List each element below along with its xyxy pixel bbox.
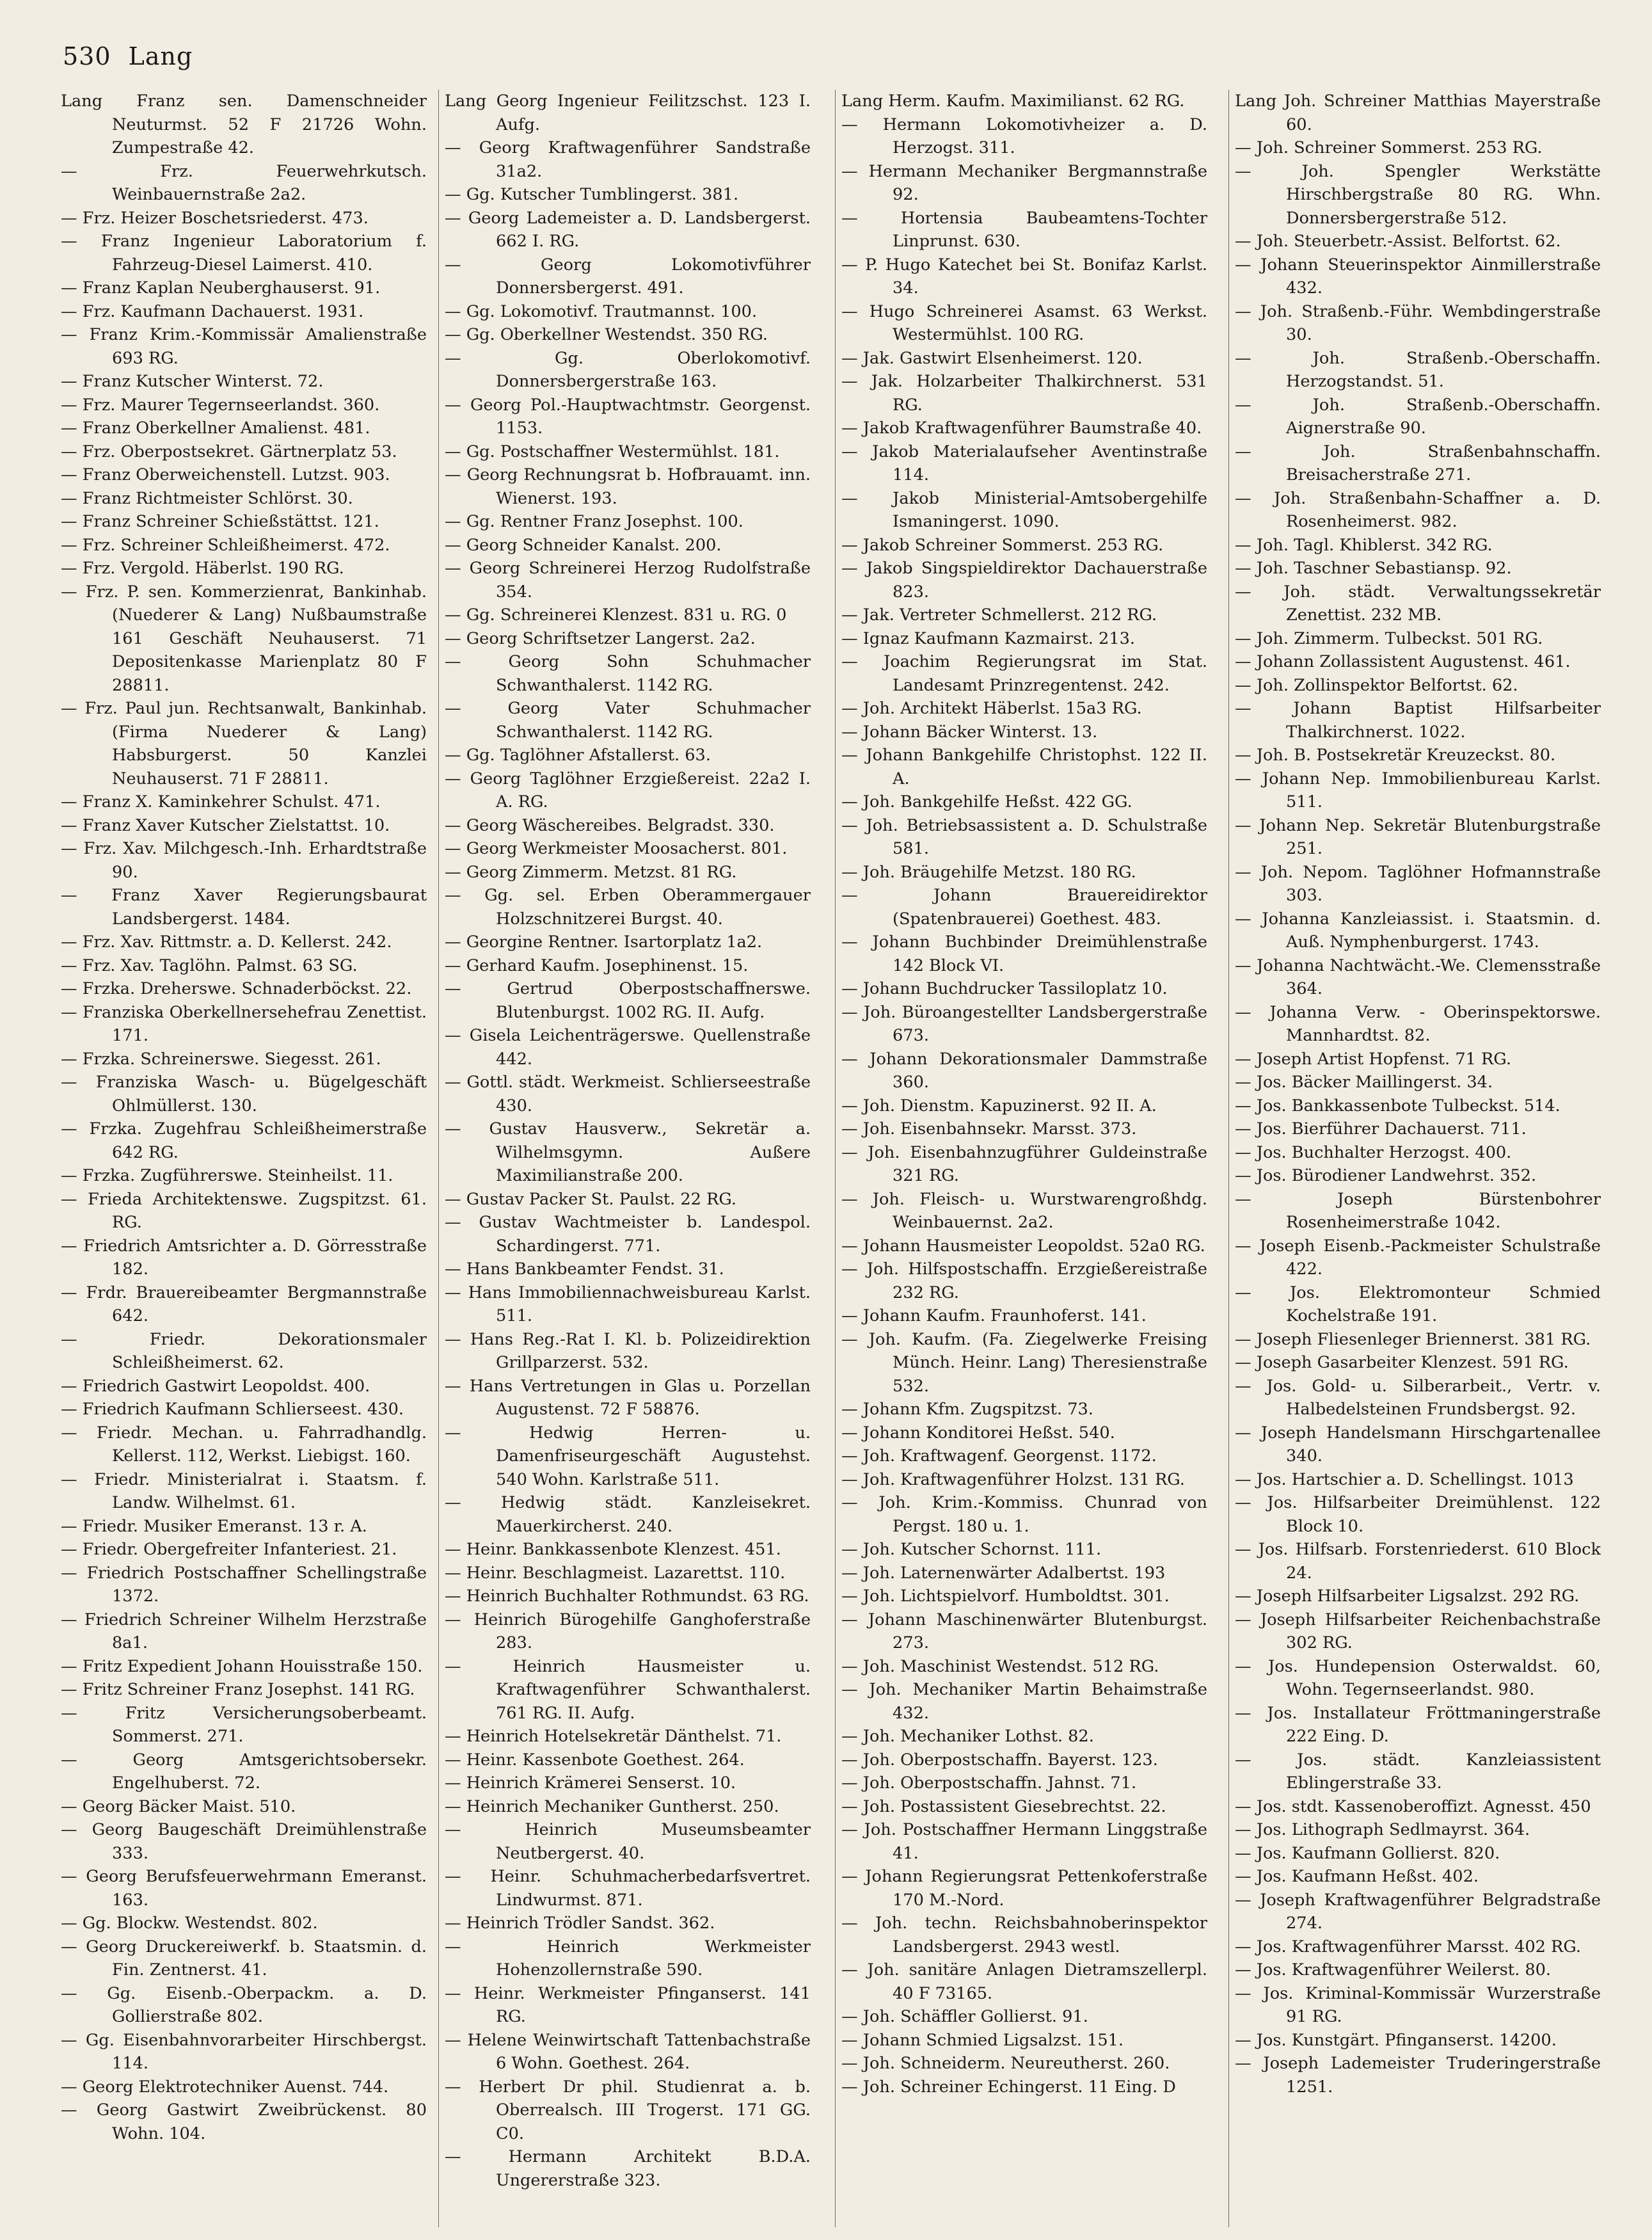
- directory-entry: — Friedr. Mechan. u. Fahrradhandlg. Kellerst. 112, Werkst. Liebigst. 160.: [61, 1423, 427, 1466]
- directory-entry: — Johann Nep. Sekretär Blutenburgstraße 251.: [1235, 815, 1601, 858]
- directory-entry: — Joh. Kraftwagenf. Georgenst. 1172.: [841, 1446, 1157, 1466]
- directory-entry: — Fritz Versicherungsoberbeamt. Sommerst. 271.: [61, 1703, 427, 1746]
- directory-entry: — Franz Kutscher Winterst. 72.: [61, 372, 324, 391]
- directory-entry: — Joh. Schreiner Echingerst. 11 Eing. D: [841, 2077, 1176, 2097]
- page-header: [63, 42, 193, 70]
- directory-entry: — Joseph Kraftwagenführer Belgradstraße 274.: [1235, 1890, 1601, 1933]
- directory-entry: — Georg Bäcker Maist. 510.: [61, 1796, 296, 1816]
- directory-entry: — Heinrich Trödler Sandst. 362.: [445, 1914, 715, 1933]
- running-title: Lang: [128, 42, 193, 70]
- page-number: 530: [63, 42, 111, 70]
- directory-entry: — Hermann Lokomotivheizer a. D. Herzogst. 311.: [841, 115, 1207, 157]
- directory-entry: — Georg Sohn Schuhmacher Schwanthalerst. 1142 RG.: [445, 652, 811, 695]
- directory-entry: — Frz. Kaufmann Dachauerst. 1931.: [61, 301, 364, 321]
- directory-entry: — Frz. Xav. Milchgesch.-Inh. Erhardtstraße 90.: [61, 839, 427, 882]
- directory-entry: — Joh. Architekt Häberlst. 15a3 RG.: [841, 699, 1142, 718]
- directory-entry: — Jos. Kaufmann Heßst. 402.: [1235, 1867, 1479, 1886]
- directory-entry: — Gg. Blockw. Westendst. 802.: [61, 1914, 318, 1933]
- directory-entry: — Frzka. Dreherswe. Schnaderböckst. 22.: [61, 979, 412, 998]
- directory-entry: — Joh. sanitäre Anlagen Dietramszellerpl. 40 F 73165.: [841, 1960, 1207, 2003]
- directory-entry: — Gisela Leichenträgerswe. Quellenstraße 442.: [445, 1026, 811, 1069]
- directory-entry: — Frz. Feuerwehrkutsch. Weinbauernstraße 2a2.: [61, 161, 427, 204]
- directory-entry: — Jos. stdt. Kassenoberoffizt. Agnesst. 450: [1235, 1796, 1591, 1816]
- directory-entry: — Hans Reg.-Rat I. Kl. b. Polizeidirektion Grillparzerst. 532.: [445, 1329, 811, 1372]
- directory-entry: — Johann Schmied Ligsalzst. 151.: [841, 2030, 1124, 2050]
- directory-entry: — Joh. Spengler Werkstätte Hirschbergstraße 80 RG. Whn. Donnersbergerstraße 512.: [1235, 161, 1601, 228]
- directory-entry: — Georg Pol.-Hauptwachtmstr. Georgenst. 1153.: [445, 395, 811, 438]
- directory-entry: — Frz. Paul jun. Rechtsanwalt, Bankinhab. (Firma Nuederer & Lang) Habsburgerst. 50 Kanzlei Neuhauserst. 71 F 28811.: [61, 699, 427, 788]
- directory-entry: — Johann Kfm. Zugspitzst. 73.: [841, 1400, 1093, 1419]
- directory-entry: — Franz X. Kaminkehrer Schulst. 471.: [61, 792, 381, 812]
- directory-entry: — Heinrich Hotelsekretär Dänthelst. 71.: [445, 1727, 782, 1746]
- directory-entry: — Franz Ingenieur Laboratorium f. Fahrzeug-Diesel Laimerst. 410.: [61, 232, 427, 275]
- directory-entry: — Fritz Schreiner Franz Josephst. 141 RG.: [61, 1680, 415, 1699]
- directory-entry: — Georg Amtsgerichtsobersekr. Engelhuberst. 72.: [61, 1750, 427, 1793]
- directory-entry: — Joh. Krim.-Kommiss. Chunrad von Pergst. 180 u. 1.: [841, 1493, 1207, 1536]
- directory-column-1: [61, 90, 427, 2227]
- directory-entry: — Joh. Mechaniker Martin Behaimstraße 432.: [841, 1680, 1207, 1723]
- directory-entry: — Jos. Kraftwagenführer Marsst. 402 RG.: [1235, 1937, 1581, 1956]
- directory-entry: — Joh. Taschner Sebastiansp. 92.: [1235, 559, 1512, 578]
- directory-entry: — Joh. Schneiderm. Neureutherst. 260.: [841, 2054, 1170, 2073]
- directory-entry: — Georg Berufsfeuerwehrmann Emeranst. 163.: [61, 1867, 427, 1910]
- directory-entry: — Hans Bankbeamter Fendst. 31.: [445, 1260, 724, 1279]
- directory-entry: — Joh. Eisenbahnsekr. Marsst. 373.: [841, 1119, 1137, 1139]
- directory-entry: — Heinrich Krämerei Senserst. 10.: [445, 1773, 736, 1793]
- directory-entry: — Joseph Gasarbeiter Klenzest. 591 RG.: [1235, 1353, 1569, 1372]
- directory-entry: — Georg Vater Schuhmacher Schwanthalerst. 1142 RG.: [445, 699, 811, 742]
- directory-entry: — Joh. techn. Reichsbahnoberinspektor Landsbergerst. 2943 westl.: [841, 1914, 1207, 1956]
- directory-entry: — Johann Dekorationsmaler Dammstraße 360.: [841, 1049, 1207, 1092]
- directory-entry: — Hans Vertretungen in Glas u. Porzellan Augustenst. 72 F 58876.: [445, 1376, 811, 1419]
- directory-entry: — Joh. Oberpostschaffn. Bayerst. 123.: [841, 1750, 1158, 1770]
- directory-entry: — Joh. B. Postsekretär Kreuzeckst. 80.: [1235, 746, 1556, 765]
- directory-entry: — Heinr. Schuhmacherbedarfsvertret. Lindwurmst. 871.: [445, 1867, 811, 1910]
- directory-entry: — Joh. Zimmerm. Tulbeckst. 501 RG.: [1235, 628, 1543, 648]
- directory-entry: — Joh. Tagl. Khiblerst. 342 RG.: [1235, 535, 1493, 555]
- directory-entry: — Jakob Singspieldirektor Dachauerstraße 823.: [841, 559, 1207, 602]
- directory-entry: — Gustav Hausverw., Sekretär a. Wilhelmsgymn. Außere Maximilianstraße 200.: [445, 1119, 811, 1185]
- directory-entry: — Jos. Installateur Fröttmaningerstraße 222 Eing. D.: [1235, 1703, 1601, 1746]
- directory-entry: — Jos. Hundepension Osterwaldst. 60, Wohn. Tegernseerlandst. 980.: [1235, 1656, 1601, 1699]
- directory-entry: — Joh. Lichtspielvorf. Humboldtst. 301.: [841, 1587, 1170, 1606]
- directory-entry: — Johann Bäcker Winterst. 13.: [841, 722, 1098, 742]
- directory-entry: — Frz. Maurer Tegernseerlandst. 360.: [61, 395, 380, 415]
- directory-entry: — Joh. Zollinspektor Belfortst. 62.: [1235, 675, 1518, 695]
- directory-entry: — Johann Zollassistent Augustenst. 461.: [1235, 652, 1571, 671]
- directory-entry: — Joh. Straßenb.-Oberschaffn. Aignerstraße 90.: [1235, 395, 1601, 438]
- directory-entry: — Herbert Dr phil. Studienrat a. b. Oberrealsch. III Trogerst. 171 GG. C0.: [445, 2077, 811, 2143]
- directory-entry: — Joh. Betriebsassistent a. D. Schulstraße 581.: [841, 815, 1207, 858]
- directory-entry: — Jos. Bürodiener Landwehrst. 352.: [1235, 1166, 1537, 1185]
- directory-entry: — Jak. Gastwirt Elsenheimerst. 120.: [841, 348, 1143, 368]
- directory-entry: — Franz Krim.-Kommissär Amalienstraße 693 RG.: [61, 325, 427, 368]
- directory-column-4: [1235, 90, 1601, 2227]
- directory-entry: — Joachim Regierungsrat im Stat. Landesamt Prinzregentenst. 242.: [841, 652, 1207, 695]
- directory-entry: — Gerhard Kaufm. Josephinenst. 15.: [445, 956, 749, 975]
- directory-entry: — Frzka. Zugehfrau Schleißheimerstraße 642 RG.: [61, 1119, 427, 1162]
- directory-entry: — Joh. Steuerbetr.-Assist. Belfortst. 62.: [1235, 232, 1561, 251]
- directory-entry: — Gustav Wachtmeister b. Landespol. Schardingerst. 771.: [445, 1213, 811, 1256]
- directory-entry: — Hedwig Herren- u. Damenfriseurgeschäft Augustehst. 540 Wohn. Karlstraße 511.: [445, 1423, 811, 1489]
- directory-entry: — Georg Zimmerm. Metzst. 81 RG.: [445, 862, 737, 882]
- directory-columns: [61, 90, 1609, 2227]
- directory-entry: — Georg Wäschereibes. Belgradst. 330.: [445, 815, 775, 835]
- directory-entry: — Gg. Oberlokomotivf. Donnersbergerstraße 163.: [445, 348, 811, 391]
- directory-entry: Lang Franz sen. Damenschneider Neuturmst. 52 F 21726 Wohn. Zumpestraße 42.: [61, 92, 427, 157]
- directory-entry: — Georg Elektrotechniker Auenst. 744.: [61, 2077, 389, 2097]
- directory-entry: — Gg. Postschaffner Westermühlst. 181.: [445, 442, 780, 461]
- directory-entry: — Joh. städt. Verwaltungssekretär Zenettist. 232 MB.: [1235, 582, 1601, 625]
- directory-entry: — Johann Baptist Hilfsarbeiter Thalkirchnerst. 1022.: [1235, 699, 1601, 742]
- directory-entry: — Georgine Rentner. Isartorplatz 1a2.: [445, 932, 763, 952]
- directory-entry: — Gg. Eisenbahnvorarbeiter Hirschbergst. 114.: [61, 2030, 427, 2073]
- directory-entry: — Joh. Mechaniker Lothst. 82.: [841, 1727, 1094, 1746]
- directory-entry: — Jos. Kriminal-Kommissär Wurzerstraße 91 RG.: [1235, 1983, 1601, 2026]
- directory-entry: — Jak. Holzarbeiter Thalkirchnerst. 531 RG.: [841, 372, 1207, 415]
- directory-entry: — Joh. Straßenb.-Oberschaffn. Herzogstandst. 51.: [1235, 348, 1601, 391]
- directory-entry: — Jos. Bierführer Dachauerst. 711.: [1235, 1119, 1527, 1139]
- directory-entry: — Gg. Rentner Franz Josephst. 100.: [445, 512, 743, 531]
- directory-entry: — Frz. Oberpostsekret. Gärtnerplatz 53.: [61, 442, 397, 461]
- directory-entry: — Gustav Packer St. Paulst. 22 RG.: [445, 1189, 737, 1209]
- directory-entry: — Jakob Ministerial-Amtsobergehilfe Ismaningerst. 1090.: [841, 488, 1207, 531]
- directory-column-2: [445, 90, 811, 2227]
- directory-entry: — Frdr. Brauereibeamter Bergmannstraße 642.: [61, 1283, 427, 1325]
- directory-entry: — Joseph Artist Hopfenst. 71 RG.: [1235, 1049, 1511, 1069]
- directory-entry: — Joseph Eisenb.-Packmeister Schulstraße 422.: [1235, 1236, 1601, 1279]
- directory-entry: — Friedrich Postschaffner Schellingstraße 1372.: [61, 1563, 427, 1606]
- directory-entry: — Johanna Verw. - Oberinspektorswe. Mannhardtst. 82.: [1235, 1002, 1601, 1045]
- directory-entry: — Joseph Handelsmann Hirschgartenallee 340.: [1235, 1423, 1601, 1466]
- directory-entry: — Frz. Schreiner Schleißheimerst. 472.: [61, 535, 390, 555]
- directory-entry: — Franz Schreiner Schießstättst. 121.: [61, 512, 379, 531]
- directory-entry: — Helene Weinwirtschaft Tattenbachstraße 6 Wohn. Goethest. 264.: [445, 2030, 811, 2073]
- directory-entry: — Heinrich Buchhalter Rothmundst. 63 RG.: [445, 1587, 809, 1606]
- directory-entry: — Frz. P. sen. Kommerzienrat, Bankinhab. (Nuederer & Lang) Nußbaumstraße 161 Geschäft Neuhauserst. 71 Depositenkasse Marienplatz 80 F 28811.: [61, 582, 427, 695]
- directory-entry: — Joh. Bankgehilfe Heßst. 422 GG.: [841, 792, 1132, 812]
- directory-entry: — Friedr. Dekorationsmaler Schleißheimerst. 62.: [61, 1329, 427, 1372]
- directory-entry: — Frz. Xav. Taglöhn. Palmst. 63 SG.: [61, 956, 358, 975]
- directory-entry: — Joh. Kaufm. (Fa. Ziegelwerke Freising Münch. Heinr. Lang) Theresienstraße 532.: [841, 1329, 1207, 1396]
- directory-entry: — Jakob Schreiner Sommerst. 253 RG.: [841, 535, 1164, 555]
- directory-entry: — Jakob Materialaufseher Aventinstraße 114.: [841, 442, 1207, 484]
- directory-entry: — Joseph Hilfsarbeiter Ligsalzst. 292 RG.: [1235, 1587, 1580, 1606]
- directory-entry: — Hermann Architekt B.D.A. Ungererstraße 323.: [445, 2147, 811, 2190]
- directory-entry: — Johann Konditorei Heßst. 540.: [841, 1423, 1115, 1443]
- directory-entry: — Jos. städt. Kanzleiassistent Eblingerstraße 33.: [1235, 1750, 1601, 1793]
- directory-entry: — Hedwig städt. Kanzleisekret. Mauerkircherst. 240.: [445, 1493, 811, 1536]
- directory-entry: — Franz Xaver Kutscher Zielstattst. 10.: [61, 815, 390, 835]
- directory-entry: — Jos. Bäcker Maillingerst. 34.: [1235, 1073, 1493, 1092]
- directory-entry: — Joseph Hilfsarbeiter Reichenbachstraße 302 RG.: [1235, 1610, 1601, 1652]
- directory-entry: — Joh. Straßenb.-Führ. Wembdingerstraße 30.: [1235, 301, 1601, 344]
- directory-entry: — Jos. Hilfsarb. Forstenriederst. 610 Block 24.: [1235, 1540, 1601, 1583]
- directory-entry: — Joh. Kraftwagenführer Holzst. 131 RG.: [841, 1469, 1185, 1489]
- directory-entry: Lang Joh. Schreiner Matthias Mayerstraße 60.: [1235, 92, 1601, 134]
- directory-entry: — Joh. Eisenbahnzugführer Guldeinstraße 321 RG.: [841, 1142, 1207, 1185]
- directory-entry: — Hans Immobiliennachweisbureau Karlst. 511.: [445, 1283, 811, 1325]
- directory-entry: — Jos. Kunstgärt. Pfinganserst. 14200.: [1235, 2030, 1557, 2050]
- directory-entry: — Joh. Maschinist Westendst. 512 RG.: [841, 1656, 1159, 1676]
- directory-entry: — Georg Lokomotivführer Donnersbergerst. 491.: [445, 255, 811, 298]
- directory-entry: — Friedrich Amtsrichter a. D. Görresstraße 182.: [61, 1236, 427, 1279]
- directory-entry: — Heinrich Mechaniker Guntherst. 250.: [445, 1796, 779, 1816]
- directory-entry: — Johanna Kanzleiassist. i. Staatsmin. d. Auß. Nymphenburgerst. 1743.: [1235, 909, 1601, 952]
- directory-entry: — Johann Steuerinspektor Ainmillerstraße 432.: [1235, 255, 1601, 298]
- directory-entry: — Georg Schreinerei Herzog Rudolfstraße 354.: [445, 559, 811, 602]
- directory-entry: — Friedrich Gastwirt Leopoldst. 400.: [61, 1376, 370, 1396]
- directory-entry: — Heinr. Beschlagmeist. Lazarettst. 110.: [445, 1563, 786, 1583]
- directory-entry: — Heinrich Hausmeister u. Kraftwagenführer Schwanthalerst. 761 RG. II. Aufg.: [445, 1656, 811, 1723]
- directory-entry: — Frz. Heizer Boschetsriederst. 473.: [61, 208, 369, 228]
- directory-entry: — Georg Druckereiwerkf. b. Staatsmin. d. Fin. Zentnerst. 41.: [61, 1937, 427, 1980]
- directory-entry: — Gg. sel. Erben Oberammergauer Holzschnitzerei Burgst. 40.: [445, 886, 811, 929]
- directory-column-3: [841, 90, 1207, 2227]
- directory-entry: — Joh. Straßenbahn-Schaffner a. D. Rosenheimerst. 982.: [1235, 488, 1601, 531]
- directory-entry: — Franz Richtmeister Schlörst. 30.: [61, 488, 353, 508]
- directory-entry: — Johann Buchdrucker Tassiloplatz 10.: [841, 979, 1168, 998]
- directory-entry: — Franz Kaplan Neuberghauserst. 91.: [61, 278, 381, 298]
- directory-entry: — Joh. Laternenwärter Adalbertst. 193: [841, 1563, 1166, 1583]
- directory-entry: — Gottl. städt. Werkmeist. Schlierseestraße 430.: [445, 1073, 811, 1116]
- directory-entry: — Georg Taglöhner Erzgießereist. 22a2 I. A. RG.: [445, 769, 811, 812]
- directory-entry: — Georg Schriftsetzer Langerst. 2a2.: [445, 628, 756, 648]
- directory-entry: — Heinrich Bürogehilfe Ganghoferstraße 283.: [445, 1610, 811, 1652]
- directory-entry: — Johanna Nachtwächt.-We. Clemensstraße 364.: [1235, 956, 1601, 998]
- directory-entry: — Jos. Bankkassenbote Tulbeckst. 514.: [1235, 1096, 1561, 1116]
- directory-entry: — Joh. Dienstm. Kapuzinerst. 92 II. A.: [841, 1096, 1157, 1116]
- directory-entry: — Friedrich Schreiner Wilhelm Herzstraße 8a1.: [61, 1610, 427, 1652]
- directory-entry: Lang Georg Ingenieur Feilitzschst. 123 I. Aufg.: [445, 92, 811, 134]
- directory-entry: — Johann Kaufm. Fraunhoferst. 141.: [841, 1306, 1147, 1325]
- directory-entry: — Georg Schneider Kanalst. 200.: [445, 535, 722, 555]
- directory-entry: — Johann Nep. Immobilienbureau Karlst. 511.: [1235, 769, 1601, 812]
- directory-entry: — Gg. Eisenb.-Oberpackm. a. D. Gollierstraße 802.: [61, 1983, 427, 2026]
- directory-entry: — Gg. Schreinerei Klenzest. 831 u. RG. 0: [445, 605, 787, 625]
- directory-entry: — Friedrich Kaufmann Schlierseest. 430.: [61, 1400, 404, 1419]
- directory-entry: — Georg Werkmeister Moosacherst. 801.: [445, 839, 788, 858]
- directory-entry: — Franz Oberweichenstell. Lutzst. 903.: [61, 465, 390, 484]
- directory-entry: — Jak. Vertreter Schmellerst. 212 RG.: [841, 605, 1157, 625]
- directory-entry: — Johann Hausmeister Leopoldst. 52a0 RG.: [841, 1236, 1205, 1256]
- directory-entry: — Jos. Gold- u. Silberarbeit., Vertr. v. Halbedelsteinen Frundsbergst. 92.: [1235, 1376, 1601, 1419]
- directory-entry: — Jos. Hilfsarbeiter Dreimühlenst. 122 Block 10.: [1235, 1493, 1601, 1536]
- directory-entry: — Gertrud Oberpostschaffnerswe. Blutenburgst. 1002 RG. II. Aufg.: [445, 979, 811, 1022]
- directory-entry: — Hugo Schreinerei Asamst. 63 Werkst. Westermühlst. 100 RG.: [841, 301, 1207, 344]
- directory-entry: — Jakob Kraftwagenführer Baumstraße 40.: [841, 419, 1202, 438]
- directory-entry: — Heinr. Bankkassenbote Klenzest. 451.: [445, 1540, 781, 1559]
- directory-entry: — Joseph Bürstenbohrer Rosenheimerstraße 1042.: [1235, 1189, 1601, 1232]
- directory-entry: — Joh. Hilfspostschaffn. Erzgießereistraße 232 RG.: [841, 1260, 1207, 1302]
- directory-entry: — Joseph Lademeister Truderingerstraße 1251.: [1235, 2054, 1601, 2097]
- directory-entry: — Jos. Kraftwagenführer Weilerst. 80.: [1235, 1960, 1552, 1980]
- directory-entry: — Gg. Taglöhner Afstallerst. 63.: [445, 746, 711, 765]
- directory-entry: — Georg Gastwirt Zweibrückenst. 80 Wohn. 104.: [61, 2100, 427, 2143]
- directory-entry: — Georg Kraftwagenführer Sandstraße 31a2.: [445, 138, 811, 181]
- directory-entry: — Johann Maschinenwärter Blutenburgst. 273.: [841, 1610, 1207, 1652]
- directory-entry: — Joh. Kutscher Schornst. 111.: [841, 1540, 1102, 1559]
- directory-entry: — Frz. Vergold. Häberlst. 190 RG.: [61, 559, 344, 578]
- directory-entry: — P. Hugo Katechet bei St. Bonifaz Karlst. 34.: [841, 255, 1207, 298]
- directory-entry: — Joh. Schreiner Sommerst. 253 RG.: [1235, 138, 1543, 157]
- directory-entry: — Gg. Kutscher Tumblingerst. 381.: [445, 185, 739, 204]
- directory-entry: — Heinr. Kassenbote Goethest. 264.: [445, 1750, 745, 1770]
- directory-entry: — Frzka. Zugführerswe. Steinheilst. 11.: [61, 1166, 393, 1185]
- directory-entry: — Jos. Hartschier a. D. Schellingst. 1013: [1235, 1469, 1574, 1489]
- directory-entry: — Johann Brauereidirektor (Spatenbrauerei) Goethest. 483.: [841, 886, 1207, 929]
- directory-entry: — Georg Rechnungsrat b. Hofbrauamt. inn. Wienerst. 193.: [445, 465, 811, 508]
- directory-entry: — Joh. Bräugehilfe Metzst. 180 RG.: [841, 862, 1136, 882]
- directory-entry: — Franziska Wasch- u. Bügelgeschäft Ohlmüllerst. 130.: [61, 1073, 427, 1116]
- directory-entry: — Heinrich Werkmeister Hohenzollernstraße 590.: [445, 1937, 811, 1980]
- directory-entry: — Franz Oberkellner Amalienst. 481.: [61, 419, 370, 438]
- directory-entry: — Friedr. Musiker Emeranst. 13 r. A.: [61, 1516, 367, 1536]
- directory-entry: — Joh. Postschaffner Hermann Linggstraße 41.: [841, 1820, 1207, 1863]
- directory-entry: — Franz Xaver Regierungsbaurat Landsbergerst. 1484.: [61, 886, 427, 929]
- directory-entry: — Joh. Büroangestellter Landsbergerstraße 673.: [841, 1002, 1207, 1045]
- directory-entry: — Friedr. Obergefreiter Infanteriest. 21.: [61, 1540, 397, 1559]
- directory-entry: — Frz. Xav. Rittmstr. a. D. Kellerst. 242.: [61, 932, 392, 952]
- directory-entry: — Frzka. Schreinerswe. Siegesst. 261.: [61, 1049, 381, 1069]
- directory-entry: — Jos. Lithograph Sedlmayrst. 364.: [1235, 1820, 1530, 1839]
- directory-entry: — Jos. Elektromonteur Schmied Kochelstraße 191.: [1235, 1283, 1601, 1325]
- directory-entry: — Fritz Expedient Johann Houisstraße 150.: [61, 1656, 423, 1676]
- directory-entry: — Jos. Buchhalter Herzogst. 400.: [1235, 1142, 1512, 1162]
- directory-entry: — Gg. Lokomotivf. Trautmannst. 100.: [445, 301, 758, 321]
- directory-entry: — Johann Regierungsrat Pettenkoferstraße 170 M.-Nord.: [841, 1867, 1207, 1910]
- directory-entry: — Hermann Mechaniker Bergmannstraße 92.: [841, 161, 1207, 204]
- directory-entry: — Frieda Architektenswe. Zugspitzst. 61. RG.: [61, 1189, 427, 1232]
- directory-entry: — Joh. Oberpostschaffn. Jahnst. 71.: [841, 1773, 1137, 1793]
- directory-entry: — Joh. Postassistent Giesebrechtst. 22.: [841, 1796, 1166, 1816]
- directory-entry: — Georg Baugeschäft Dreimühlenstraße 333.: [61, 1820, 427, 1863]
- directory-entry: — Heinr. Werkmeister Pfinganserst. 141 RG.: [445, 1983, 811, 2026]
- directory-entry: — Johann Buchbinder Dreimühlenstraße 142 Block VI.: [841, 932, 1207, 975]
- directory-entry: — Franziska Oberkellnersehefrau Zenettist. 171.: [61, 1002, 427, 1045]
- directory-entry: Lang Herm. Kaufm. Maximilianst. 62 RG.: [841, 92, 1185, 111]
- directory-entry: — Johann Bankgehilfe Christophst. 122 II. A.: [841, 746, 1207, 788]
- directory-entry: — Joh. Nepom. Taglöhner Hofmannstraße 303.: [1235, 862, 1601, 905]
- directory-entry: — Joh. Schäffler Gollierst. 91.: [841, 2007, 1088, 2026]
- directory-entry: — Jos. Kaufmann Gollierst. 820.: [1235, 1843, 1500, 1863]
- directory-entry: — Gg. Oberkellner Westendst. 350 RG.: [445, 325, 768, 344]
- directory-entry: — Georg Lademeister a. D. Landsbergerst. 662 I. RG.: [445, 208, 811, 251]
- directory-entry: — Ignaz Kaufmann Kazmairst. 213.: [841, 628, 1136, 648]
- directory-entry: — Hortensia Baubeamtens-Tochter Linprunst. 630.: [841, 208, 1207, 251]
- directory-entry: — Joseph Fliesenleger Briennerst. 381 RG.: [1235, 1329, 1591, 1349]
- directory-entry: — Joh. Straßenbahnschaffn. Breisacherstraße 271.: [1235, 442, 1601, 484]
- directory-entry: — Heinrich Museumsbeamter Neutbergerst. 40.: [445, 1820, 811, 1863]
- directory-entry: — Joh. Fleisch- u. Wurstwarengroßhdg. Weinbauernst. 2a2.: [841, 1189, 1207, 1232]
- directory-entry: — Friedr. Ministerialrat i. Staatsm. f. Landw. Wilhelmst. 61.: [61, 1469, 427, 1512]
